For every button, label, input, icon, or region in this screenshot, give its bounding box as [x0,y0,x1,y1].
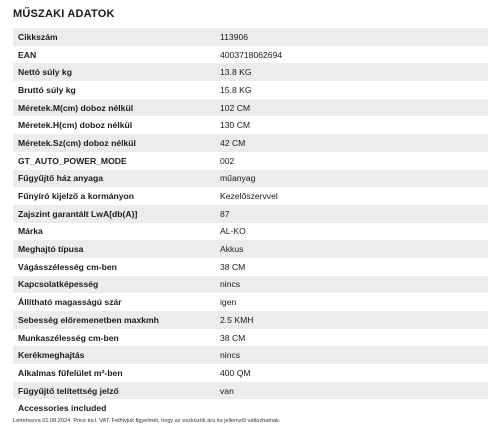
row-value: 15.8 KG [220,84,252,95]
table-row [13,293,488,311]
row-label: Méretek.H(cm) doboz nélkül [18,120,133,131]
table-row [13,99,488,117]
table-row [13,399,488,417]
row-value: 38 CM [220,261,246,272]
table-row [13,116,488,134]
row-label: Zajszint garantált LwA[db(A)] [18,208,138,219]
spec-table [13,28,488,417]
table-row [13,170,488,188]
row-label: EAN [18,49,37,60]
row-value: Kezelőszervvel [220,191,278,202]
table-row [13,311,488,329]
table-row [13,223,488,241]
row-label: Bruttó súly kg [18,84,76,95]
row-label: Munkaszélesség cm-ben [18,332,119,343]
row-label: Sebesség előremenetben maxkmh [18,314,159,325]
table-row [13,187,488,205]
row-value: 87 [220,208,230,219]
row-value: 13.8 KG [220,67,252,78]
row-label: GT_AUTO_POWER_MODE [18,155,127,166]
table-row [13,240,488,258]
table-row [13,382,488,400]
row-label: Kapcsolatképesség [18,279,99,290]
row-value: van [220,385,234,396]
row-label: Méretek.Sz(cm) doboz nélkül [18,137,136,148]
row-value: 002 [220,155,235,166]
row-label: Fűnyíró kijelző a kormányon [18,191,135,202]
row-label: Méretek.M(cm) doboz nélkül [18,102,134,113]
row-label: Nettó súly kg [18,67,72,78]
row-value: 102 CM [220,102,251,113]
row-value: 38 CM [220,332,246,343]
row-label: Márka [18,226,43,237]
table-row [13,258,488,276]
row-value: 42 CM [220,137,246,148]
row-label: Fűgyűjtő telítettség jelző [18,385,119,396]
row-label: Állítható magasságú szár [18,297,122,308]
page-title: MŰSZAKI ADATOK [13,8,115,20]
row-label: Meghajtó típusa [18,244,84,255]
table-row [13,63,488,81]
row-label: Vágásszélesség cm-ben [18,261,117,272]
row-value: AL-KO [220,226,246,237]
row-value: Akkus [220,244,244,255]
row-value: 4003718062694 [220,49,283,60]
table-row [13,46,488,64]
row-value: nincs [220,350,241,361]
table-row [13,134,488,152]
row-value: műanyag [220,173,256,184]
table-row [13,152,488,170]
row-value: igen [220,297,237,308]
table-row [13,81,488,99]
table-row [13,28,488,46]
row-label: Alkalmas fűfelület m²-ben [18,367,123,378]
row-value: 113906 [220,31,249,42]
table-row [13,205,488,223]
row-label: Cikkszám [18,31,58,42]
footer-note: Létrehozva 01.08.2024. Price incl. VAT. Felhívjuk figyelmét, hogy az eszközök ára és jellemzői változhatnak. [13,418,281,424]
row-value: 400 QM [220,367,251,378]
table-row [13,329,488,347]
row-value: 130 CM [220,120,251,131]
row-label: Accessories included [18,403,107,414]
row-label: Kerékmeghajtás [18,350,85,361]
table-row [13,276,488,294]
table-row [13,364,488,382]
row-value: nincs [220,279,241,290]
row-label: Fűgyűjtő ház anyaga [18,173,103,184]
table-row [13,346,488,364]
row-value: 2.5 KMH [220,314,254,325]
